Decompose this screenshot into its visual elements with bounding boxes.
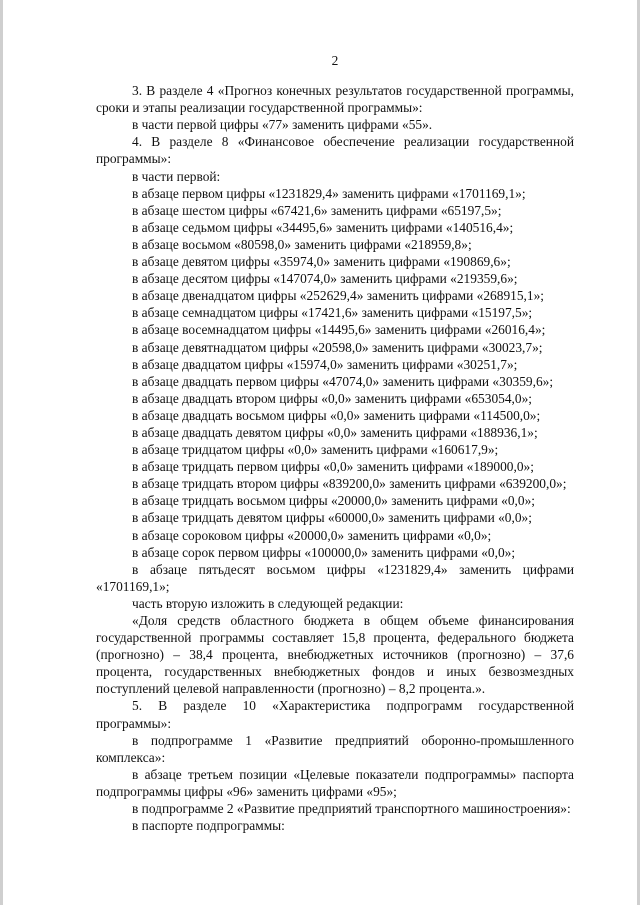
list-line: в абзаце двадцатом цифры «15974,0» заменить цифрами «30251,7»; bbox=[132, 356, 518, 372]
list-line: в абзаце восьмом «80598,0» заменить цифрами «218959,8»; bbox=[132, 236, 472, 252]
list-line: в абзаце семнадцатом цифры «17421,6» заменить цифрами «15197,5»; bbox=[132, 305, 533, 321]
list-line: в абзаце двадцать девятом цифры «0,0» заменить цифрами «188936,1»; bbox=[132, 424, 538, 440]
scan-edge-left bbox=[0, 0, 3, 905]
list-line: в абзаце шестом цифры «67421,6» заменить цифрами «65197,5»; bbox=[132, 202, 502, 218]
list-line: в подпрограмме 2 «Развитие предприятий транспортного машиностроения»: bbox=[132, 801, 571, 817]
paragraph: 5. В разделе 10 «Характеристика подпрограмм государственной программы»: bbox=[96, 698, 574, 731]
list-line: в абзаце тридцать втором цифры «839200,0» заменить цифрами «639200,0»; bbox=[132, 476, 567, 492]
list-line: в части первой: bbox=[132, 168, 221, 184]
document-body bbox=[96, 82, 574, 834]
list-line: в абзаце сороковом цифры «20000,0» заменить цифрами «0,0»; bbox=[132, 527, 492, 543]
list-line: в абзаце двенадцатом цифры «252629,4» заменить цифрами «268915,1»; bbox=[132, 288, 544, 304]
paragraph: в абзаце пятьдесят восьмом цифры «1231829,4» заменить цифрами «1701169,1»; bbox=[96, 561, 574, 594]
list-line: в абзаце двадцать восьмом цифры «0,0» заменить цифрами «114500,0»; bbox=[132, 407, 541, 423]
list-line: в абзаце седьмом цифры «34495,6» заменить цифрами «140516,4»; bbox=[132, 219, 514, 235]
list-line: в абзаце двадцать втором цифры «0,0» заменить цифрами «653054,0»; bbox=[132, 390, 532, 406]
list-line: в части первой цифры «77» заменить цифрами «55». bbox=[132, 117, 433, 133]
paragraph: «Доля средств областного бюджета в общем объеме финансирования государственной программы составляет 15,8 процента, федерального бюджета (прогнозно) – 38,4 процента, внебюджетных источников (прогнозно) – 37,6 процента, государственных внебюджетных фондов и иных безвозмездных поступлений целевой направленности (прогнозно) – 8,2 процента.». bbox=[96, 613, 574, 697]
list-line: в абзаце восемнадцатом цифры «14495,6» заменить цифрами «26016,4»; bbox=[132, 322, 546, 338]
list-line: в абзаце первом цифры «1231829,4» заменить цифрами «1701169,1»; bbox=[132, 185, 526, 201]
paragraph: в подпрограмме 1 «Развитие предприятий оборонно-промышленного комплекса»: bbox=[96, 732, 574, 765]
list-line: в абзаце девятом цифры «35974,0» заменить цифрами «190869,6»; bbox=[132, 254, 511, 270]
list-line: в абзаце двадцать первом цифры «47074,0» заменить цифрами «30359,6»; bbox=[132, 373, 554, 389]
list-line: в паспорте подпрограммы: bbox=[132, 818, 285, 834]
list-line: часть вторую изложить в следующей редакции: bbox=[132, 595, 404, 611]
paragraph: 3. В разделе 4 «Прогноз конечных результатов государственной программы, сроки и этапы реализации государственной программы»: bbox=[96, 83, 574, 116]
list-line: в абзаце тридцать восьмом цифры «20000,0» заменить цифрами «0,0»; bbox=[132, 493, 536, 509]
list-line: в абзаце девятнадцатом цифры «20598,0» заменить цифрами «30023,7»; bbox=[132, 339, 543, 355]
list-line: в абзаце тридцатом цифры «0,0» заменить цифрами «160617,9»; bbox=[132, 442, 499, 458]
list-line: в абзаце десятом цифры «147074,0» заменить цифрами «219359,6»; bbox=[132, 271, 518, 287]
list-line: в абзаце сорок первом цифры «100000,0» заменить цифрами «0,0»; bbox=[132, 544, 516, 560]
list-line: в абзаце тридцать девятом цифры «60000,0» заменить цифрами «0,0»; bbox=[132, 510, 532, 526]
page-number: 2 bbox=[331, 53, 339, 68]
paragraph: в абзаце третьем позиции «Целевые показатели подпрограммы» паспорта подпрограммы цифры «96» заменить цифрами «95»; bbox=[96, 766, 574, 799]
paragraph: 4. В разделе 8 «Финансовое обеспечение реализации государственной программы»: bbox=[96, 134, 574, 167]
list-line: в абзаце тридцать первом цифры «0,0» заменить цифрами «189000,0»; bbox=[132, 459, 534, 475]
